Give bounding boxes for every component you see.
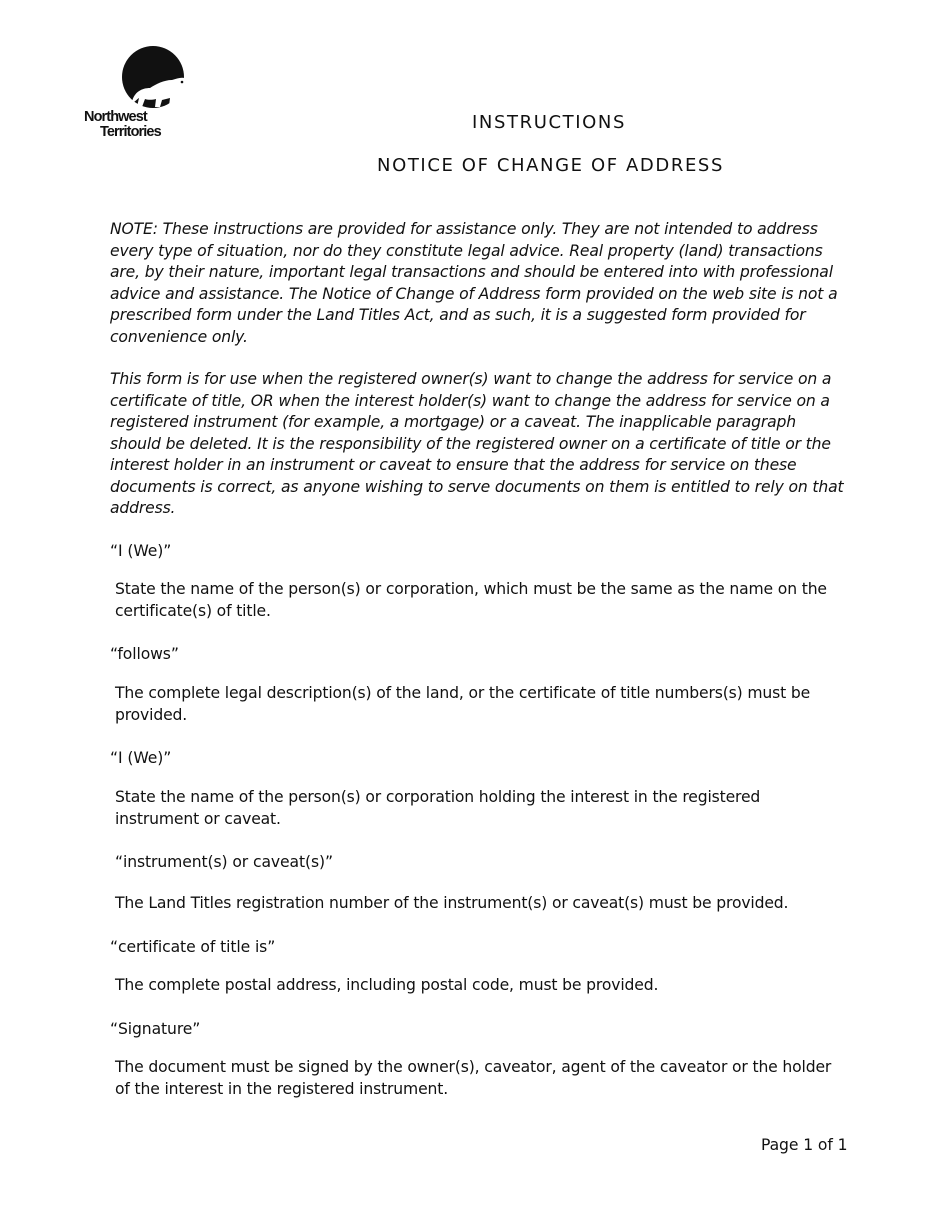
page-title: INSTRUCTIONS <box>472 112 627 133</box>
term-i-we-interest: “I (We)” <box>110 749 172 767</box>
page-number: Page 1 of 1 <box>761 1136 848 1154</box>
logo-line2: Territories <box>100 124 161 140</box>
term-signature: “Signature” <box>110 1020 201 1038</box>
desc-i-we-owner: State the name of the person(s) or corporation, which must be the same as the name on the certificate(s) of title. <box>115 580 827 620</box>
term-i-we-owner: “I (We)” <box>110 542 172 560</box>
desc-signature: The document must be signed by the owner(s), caveator, agent of the caveator or the holder of the interest in the registered instrument. <box>115 1058 832 1098</box>
page-subtitle: NOTICE OF CHANGE OF ADDRESS <box>377 155 724 176</box>
note-paragraph: NOTE: These instructions are provided for assistance only. They are not intended to address every type of situation, nor do they constitute legal advice. Real property (land) transactions are, by their nature, important legal transactions and should be entered into with professional advice and assistance. The Notice of Change of Address form provided on the web site is not a prescribed form under the Land Titles Act, and as such, it is a suggested form provided for convenience only. <box>110 220 838 346</box>
polar-bear-icon <box>112 46 194 112</box>
nwt-logo <box>84 46 196 142</box>
desc-certificate: The complete postal address, including postal code, must be provided. <box>115 976 659 994</box>
desc-i-we-interest: State the name of the person(s) or corporation holding the interest in the registered instrument or caveat. <box>115 788 761 828</box>
term-instrument: “instrument(s) or caveat(s)” <box>115 853 333 871</box>
term-certificate: “certificate of title is” <box>110 938 276 956</box>
desc-instrument: The Land Titles registration number of the instrument(s) or caveat(s) must be provided. <box>115 894 789 912</box>
intro-paragraph: This form is for use when the registered owner(s) want to change the address for service on a certificate of title, OR when the interest holder(s) want to change the address for service on a registered instrument (for example, a mortgage) or a caveat. The inapplicable paragraph should be deleted. It is the responsibility of the registered owner on a certificate of title or the interest holder in an instrument or caveat to ensure that the address for service on these documents is correct, as anyone wishing to serve documents on them is entitled to rely on that address. <box>110 370 844 517</box>
logo-line1: Northwest <box>84 109 147 125</box>
desc-follows: The complete legal description(s) of the land, or the certificate of title numbers(s) must be provided. <box>115 684 811 724</box>
term-follows: “follows” <box>110 645 179 663</box>
